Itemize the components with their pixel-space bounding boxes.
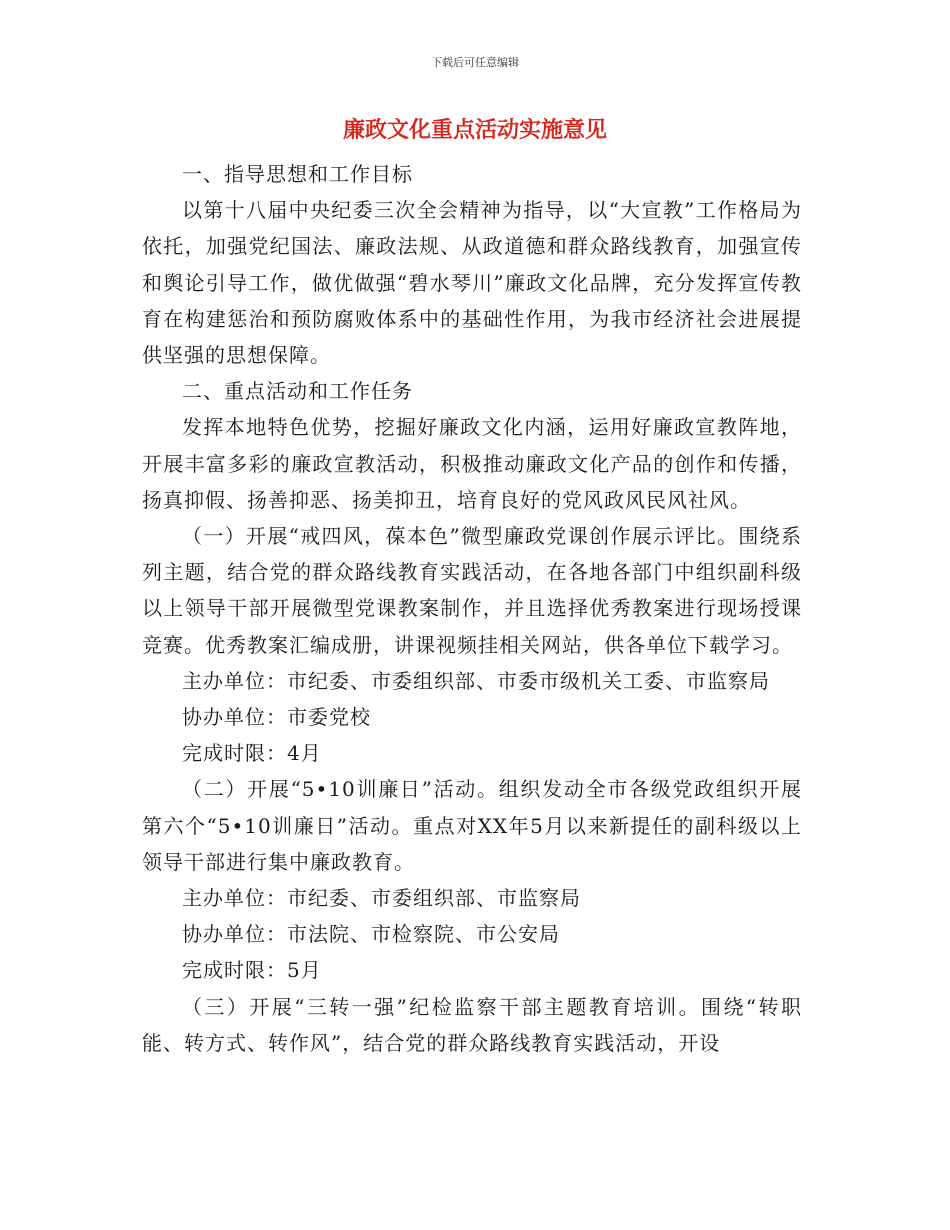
paragraph-key-activities: 发挥本地特色优势，挖掘好廉政文化内涵，运用好廉政宣教阵地，开展丰富多彩的廉政宣教活动，积极推动廉政文化产品的创作和传播，扬真抑假、扬善抑恶、扬美抑丑，培育良好的党风政风民风社风。 [142, 415, 802, 512]
paragraph-activity-1-deadline: 完成时限：4月 [182, 741, 322, 766]
paragraph-activity-2: （二）开展“5•10训廉日”活动。组织发动全市各级党政组织开展第六个“5•10训廉日”活动。重点对XX年5月以来新提任的副科级以上领导干部进行集中廉政教育。 [142, 777, 802, 874]
paragraph-activity-1-co-host: 协办单位：市委党校 [182, 705, 371, 730]
document-title: 廉政文化重点活动实施意见 [342, 117, 607, 143]
paragraph-guiding-ideology: 以第十八届中央纪委三次全会精神为指导，以“大宣教”工作格局为依托，加强党纪国法、廉政法规、从政道德和群众路线教育，加强宣传和舆论引导工作，做优做强“碧水琴川”廉政文化品牌，充分发挥宣传教育在构建惩治和预防腐败体系中的基础性作用，为我市经济社会进展提供坚强的思想保障。 [142, 198, 802, 368]
paragraph-activity-3: （三）开展“三转一强”纪检监察干部主题教育培训。围绕“转职能、转方式、转作风”，结合党的群众路线教育实践活动，开设 [142, 994, 802, 1055]
section-heading-key-activities: 二、重点活动和工作任务 [182, 379, 413, 404]
header-note: 下载后可任意编辑 [431, 56, 519, 69]
paragraph-activity-1-host: 主办单位：市纪委、市委组织部、市委市级机关工委、市监察局 [182, 668, 770, 693]
paragraph-activity-2-host: 主办单位：市纪委、市委组织部、市监察局 [182, 886, 581, 911]
paragraph-activity-2-deadline: 完成时限：5月 [182, 958, 322, 983]
section-heading-guiding-ideology: 一、指导思想和工作目标 [182, 162, 413, 186]
paragraph-activity-1: （一）开展“戒四风，葆本色”微型廉政党课创作展示评比。围绕系列主题，结合党的群众路线教育实践活动，在各地各部门中组织副科级以上领导干部开展微型党课教案制作，并且选择优秀教案进行现场授课竞赛。优秀教案汇编成册，讲课视频挂相关网站，供各单位下载学习。 [142, 524, 802, 657]
document-body [142, 156, 802, 1061]
paragraph-activity-2-co-host: 协办单位：市法院、市检察院、市公安局 [182, 922, 560, 947]
